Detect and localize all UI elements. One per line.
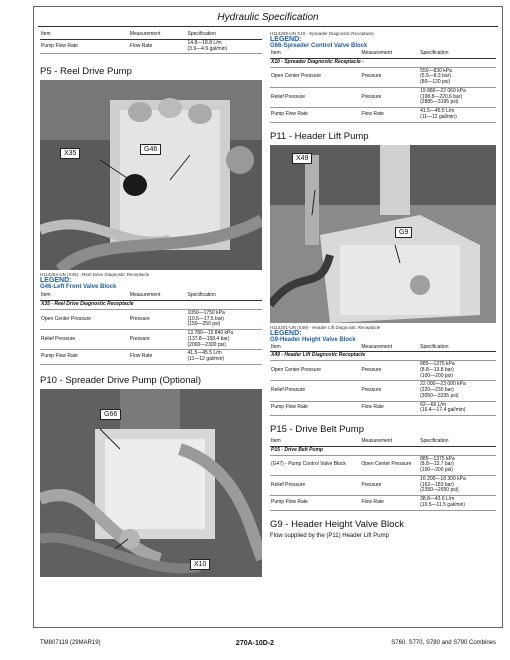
col-specification-header: Specification: [419, 50, 496, 58]
cell-measurement: Pressure: [129, 330, 187, 350]
cell-item: Open Center Pressure: [270, 67, 360, 87]
table-row: [40, 39, 262, 54]
table-row: [40, 309, 262, 329]
cell-spec: 22 000—23 000 kPa (220—230 bar) (3050—3335 psi): [419, 381, 496, 401]
p11-header-lift-photo: [270, 145, 496, 323]
g9-section-title: G9 - Header Height Valve Block: [270, 518, 404, 530]
cell-spec: 13 780—15 840 kPa (137.8—158.4 bar) (2000—2300 psi): [187, 330, 262, 350]
table-subheader-row: [270, 352, 496, 361]
p11-section-title: P11 - Header Lift Pump: [270, 130, 369, 142]
p10-section-title: P10 - Spreader Drive Pump (Optional): [40, 374, 202, 386]
left-column: [40, 31, 262, 577]
cell-measurement: Flow Rate: [360, 108, 419, 123]
table-row: [40, 350, 262, 365]
cell-spec: 885—1375 kPa (8.8—13.7 bar) (100—200 psi): [419, 455, 496, 475]
cell-measurement: Pressure: [360, 381, 419, 401]
cell-spec: 41.5—45.5 L/m (11—12 gal/min): [187, 350, 262, 365]
x35-callout: X35: [60, 148, 80, 159]
col-measurement-header: Measurement: [360, 50, 419, 58]
cell-item: Pump Flow Rate: [270, 496, 360, 511]
col-item-header: Item: [40, 31, 129, 39]
cell-measurement: Flow Rate: [360, 496, 419, 511]
cell-measurement: Pressure: [360, 87, 419, 107]
col-measurement-header: Measurement: [360, 344, 419, 352]
table-row: [40, 330, 262, 350]
cell-spec: 19 880—22 060 kPa (198.8—220.6 bar) (2885—3195 psi): [419, 87, 496, 107]
table-header-row: [270, 344, 496, 352]
col-measurement-header: Measurement: [129, 292, 187, 300]
table-subheader-row: [40, 301, 262, 310]
cell-measurement: Flow Rate: [360, 401, 419, 416]
p5-section-title: P5 - Reel Drive Pump: [40, 66, 132, 78]
g66-callout: G66: [100, 409, 121, 420]
cell-item: Relief Pressure: [40, 330, 129, 350]
table-row: [270, 496, 496, 511]
cell-item: Open Center Pressure: [40, 309, 129, 329]
top-left-spec-table: [40, 31, 262, 54]
p11-legend-heading: LEGEND:: [270, 329, 302, 337]
cell-spec: 62—66 L/m (16.4—17.4 gal/min): [419, 401, 496, 416]
g9-flow-note: Flow supplied by the (P11) Header Lift Pump: [270, 532, 389, 539]
cell-spec: 885—1375 kPa (8.8—13.8 bar) (100—200 psi): [419, 361, 496, 381]
table-header-row: [40, 31, 262, 39]
cell-item: Relief Pressure: [270, 381, 360, 401]
col-measurement-header: Measurement: [360, 438, 419, 446]
p15-spec-table: [270, 438, 496, 511]
table-subheader-row: [270, 58, 496, 67]
col-item-header: Item: [270, 438, 360, 446]
cell-measurement: Flow Rate: [129, 350, 187, 365]
col-measurement-header: Measurement: [129, 31, 187, 39]
table-row: [270, 67, 496, 87]
col-item-header: Item: [40, 292, 129, 300]
cell-item: Relief Pressure: [270, 475, 360, 495]
table-row: [270, 455, 496, 475]
cell-spec: 16 200—18 300 kPa (162—183 bar) (2350—2650 psi): [419, 475, 496, 495]
p10-spreader-photo: [40, 389, 262, 577]
p15-subheader: P15 - Drive Belt Pump: [270, 446, 496, 455]
cell-item: Pump Flow Rate: [40, 350, 129, 365]
table-header-row: [270, 50, 496, 58]
cell-spec: 41.5—45.5 L/m (11—12 gal/min): [419, 108, 496, 123]
col-specification-header: Specification: [419, 438, 496, 446]
col-specification-header: Specification: [419, 344, 496, 352]
footer-doc-id: TM807119 (29MAR19): [40, 640, 101, 646]
cell-spec: 14.8—18.8 L/m (3.9—4.9 gal/min): [187, 39, 262, 54]
cell-item: Relief Pressure: [270, 87, 360, 107]
x10-spec-table: [270, 50, 496, 123]
cell-measurement: Pressure: [360, 361, 419, 381]
table-header-row: [270, 438, 496, 446]
p5-legend-entry: G46-Left Front Valve Block: [40, 284, 117, 291]
g9-callout: G9: [395, 227, 412, 238]
cell-spec: 38.8—43.6 L/m (10.5—11.5 gal/min): [419, 496, 496, 511]
cell-item: Pump Flow Rate: [270, 108, 360, 123]
table-row: [270, 475, 496, 495]
col-item-header: Item: [270, 344, 360, 352]
col-item-header: Item: [270, 50, 360, 58]
p5-photo-caption: H114262-UN (X35) - Reel Drive Diagnostic Receptacle: [40, 272, 150, 278]
p5-subheader: X35 - Reel Drive Diagnostic Receptacle: [40, 301, 262, 310]
x10-legend-heading: LEGEND:: [270, 36, 302, 43]
cell-item: Pump Flow Rate: [40, 39, 129, 54]
table-row: [270, 87, 496, 107]
cell-measurement: Pressure: [129, 309, 187, 329]
cell-measurement: Pressure: [360, 67, 419, 87]
p15-section-title: P15 - Drive Belt Pump: [270, 424, 364, 435]
header-rule: [38, 26, 498, 27]
footer-page-number: 270A-10D-2: [235, 640, 275, 647]
p5-reel-drive-photo: [40, 80, 262, 270]
table-subheader-row: [270, 446, 496, 455]
p11-spec-table: [270, 344, 496, 417]
col-specification-header: Specification: [187, 31, 262, 39]
col-specification-header: Specification: [187, 292, 262, 300]
p11-legend-entry: G9-Header Height Valve Block: [270, 336, 356, 343]
table-row: [270, 381, 496, 401]
table-row: [270, 108, 496, 123]
cell-measurement: Pressure: [360, 475, 419, 495]
cell-item: Open Center Pressure: [270, 361, 360, 381]
cell-spec: 1050—1750 kPa (10.5—17.5 bar) (150—250 psi): [187, 309, 262, 329]
x10-subheader: X10 - Spreader Diagnostic Receptacle -: [270, 58, 496, 67]
p5-legend-heading: LEGEND:: [40, 277, 72, 285]
cell-item: Pump Flow Rate: [270, 401, 360, 416]
table-header-row: [40, 292, 262, 300]
p11-photo-caption: H114201-UN (X49) - Header Lift Diagnostic Receptacle: [270, 324, 381, 330]
footer-models: S760, S770, S780 and S790 Combines: [391, 640, 496, 646]
cell-spec: 550—830 kPa (5.5—8.3 bar) (80—120 psi): [419, 67, 496, 87]
page-header-title: Hydraulic Specification: [217, 12, 319, 23]
table-row: [270, 361, 496, 381]
p5-spec-table: [40, 292, 262, 365]
table-row: [270, 401, 496, 416]
cell-item: (G47) - Pump Control Valve Block: [270, 455, 360, 475]
x10-legend-entry: G66-Spreader Control Valve Block: [270, 43, 368, 49]
g46-callout: G46: [140, 144, 161, 155]
cell-measurement: Open Center Pressure: [360, 455, 419, 475]
x10-caption: H114208-UN X10 - Spreader Diagnostic Receptacle: [270, 31, 374, 36]
right-column: [270, 31, 496, 539]
cell-measurement: Flow Rate: [129, 39, 187, 54]
p11-subheader: X49 - Header Lift Diagnostic Receptacle: [270, 352, 496, 361]
x49-callout: X49: [292, 153, 312, 164]
x10-callout: X10: [190, 559, 210, 570]
